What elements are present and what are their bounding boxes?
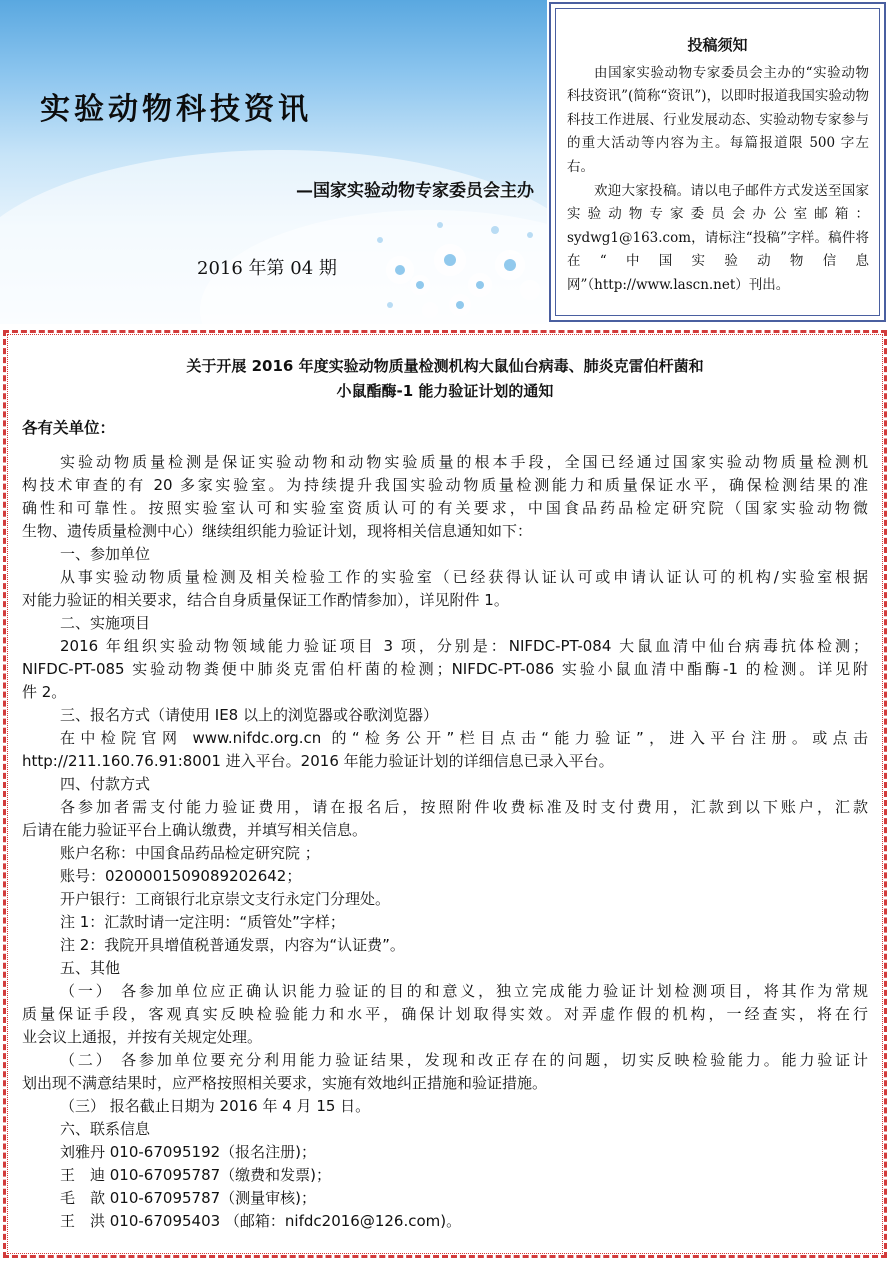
section-heading: 四、付款方式 — [60, 775, 151, 793]
contact-line: 王 迪 010-67095787（缴费和发票)； — [60, 1166, 332, 1184]
note-1: 注 1：汇款时请一定注明：“质管处”字样； — [60, 913, 345, 931]
body-line: 生物、遗传质量检测中心）继续组织能力验证计划，现将相关信息通知如下： — [22, 522, 533, 540]
body-line: http://211.160.76.91:8001 进入平台。2016 年能力验证计划的详细信息已录入平台。 — [22, 752, 614, 770]
body-line: 确性和可靠性。按照实验室认可和实验室资质认可的有关要求，中国食品药品检定研究院（国家实验动物微 — [22, 499, 868, 517]
section-heading: 三、报名方式（请使用 IE8 以上的浏览器或谷歌浏览器） — [60, 706, 438, 724]
section-heading: 二、实施项目 — [60, 614, 151, 632]
body-line: （二） 各参加单位要充分利用能力验证结果，发现和改正存在的问题，切实反映检验能力。能力验证计 — [60, 1051, 868, 1069]
account-number: 账号：0200001509089202642； — [60, 867, 302, 885]
account-bank: 开户银行：工商银行北京崇文支行永定门分理处。 — [60, 890, 391, 908]
contact-line: 毛 歆 010-67095787（测量审核)； — [60, 1189, 317, 1207]
account-name: 账户名称：中国食品药品检定研究院 ； — [60, 844, 320, 862]
flower-decoration-icon — [360, 190, 547, 324]
body-line: 各参加者需支付能力验证费用，请在报名后，按照附件收费标准及时支付费用，汇款到以下账户，汇款 — [60, 798, 868, 816]
body-line: （一） 各参加单位应正确认识能力验证的目的和意义，独立完成能力验证计划检测项目，将其作为常规 — [60, 982, 868, 1000]
article-title-line-1: 关于开展 2016 年度实验动物质量检测机构大鼠仙台病毒、肺炎克雷伯杆菌和 — [186, 357, 704, 375]
section-heading: 一、参加单位 — [60, 545, 151, 563]
newsletter-subtitle: —国家实验动物专家委员会主办 — [296, 181, 534, 201]
section-heading: 六、联系信息 — [60, 1120, 151, 1138]
issue-number: 2016 年第 04 期 — [197, 258, 337, 279]
body-line: （三） 报名截止日期为 2016 年 4 月 15 日。 — [60, 1097, 371, 1115]
body-line: 后请在能力验证平台上确认缴费，并填写相关信息。 — [22, 821, 368, 839]
body-line: 实验动物质量检测是保证实验动物和动物实验质量的根本手段，全国已经通过国家实验动物质量检测机 — [60, 453, 868, 471]
contact-line: 刘雅丹 010-67095192（报名注册)； — [60, 1143, 317, 1161]
notice-paragraph-2: 欢迎大家投稿。请以电子邮件方式发送至国家实验动物专家委员会办公室邮箱：sydwg1@163.com，请标注“投稿”字样。稿件将在“中国实验动物信息网”（http://www.lascn.net）刊出。 — [567, 183, 869, 293]
body-line: 2016 年组织实验动物领域能力验证项目 3 项，分别是：NIFDC-PT-084 大鼠血清中仙台病毒抗体检测； — [60, 637, 868, 655]
notice-title: 投稿须知 — [687, 36, 748, 54]
body-line: 划出现不满意结果时，应严格按照相关要求，实施有效地纠正措施和验证措施。 — [22, 1074, 548, 1092]
notice-paragraph-1: 由国家实验动物专家委员会主办的“实验动物科技资讯”(简称“资讯”)，以即时报道我国实验动物科技工作进展、行业发展动态、实验动物专家参与的重大活动等内容为主。每篇报道限 500 字左右。 — [567, 65, 869, 175]
body-line: 业会议上通报，并按有关规定处理。 — [22, 1028, 263, 1046]
newsletter-title: 实验动物科技资讯 — [40, 92, 312, 127]
submission-notice — [549, 2, 886, 322]
body-line: 件 2。 — [22, 683, 67, 701]
body-line: 在中检院官网 www.nifdc.org.cn 的“检务公开”栏目点击“能力验证”，进入平台注册。或点击 — [60, 729, 868, 747]
body-line: 对能力验证的相关要求，结合自身质量保证工作酌情参加），详见附件 1。 — [22, 591, 509, 609]
article-title-line-2: 小鼠酯酶-1 能力验证计划的通知 — [336, 382, 554, 400]
header-banner — [0, 0, 547, 324]
contact-line: 王 洪 010-67095403 （邮箱：nifdc2016@126.com)。 — [60, 1212, 462, 1230]
body-line: 构技术审查的有 20 多家实验室。为持续提升我国实验动物质量检测能力和质量保证水平，确保检测结果的准 — [22, 476, 868, 494]
body-line: 从事实验动物质量检测及相关检验工作的实验室（已经获得认证认可或申请认证认可的机构/实验室根据 — [60, 568, 868, 586]
greeting: 各有关单位： — [22, 419, 116, 437]
body-line: NIFDC-PT-085 实验动物粪便中肺炎克雷伯杆菌的检测；NIFDC-PT-086 实验小鼠血清中酯酶-1 的检测。详见附 — [22, 660, 868, 678]
note-2: 注 2：我院开具增值税普通发票，内容为“认证费”。 — [60, 936, 405, 954]
body-line: 质量保证手段，客观真实反映检验能力和水平，确保计划取得实效。对弄虚作假的机构，一经查实，将在行 — [22, 1005, 868, 1023]
section-heading: 五、其他 — [60, 959, 121, 977]
